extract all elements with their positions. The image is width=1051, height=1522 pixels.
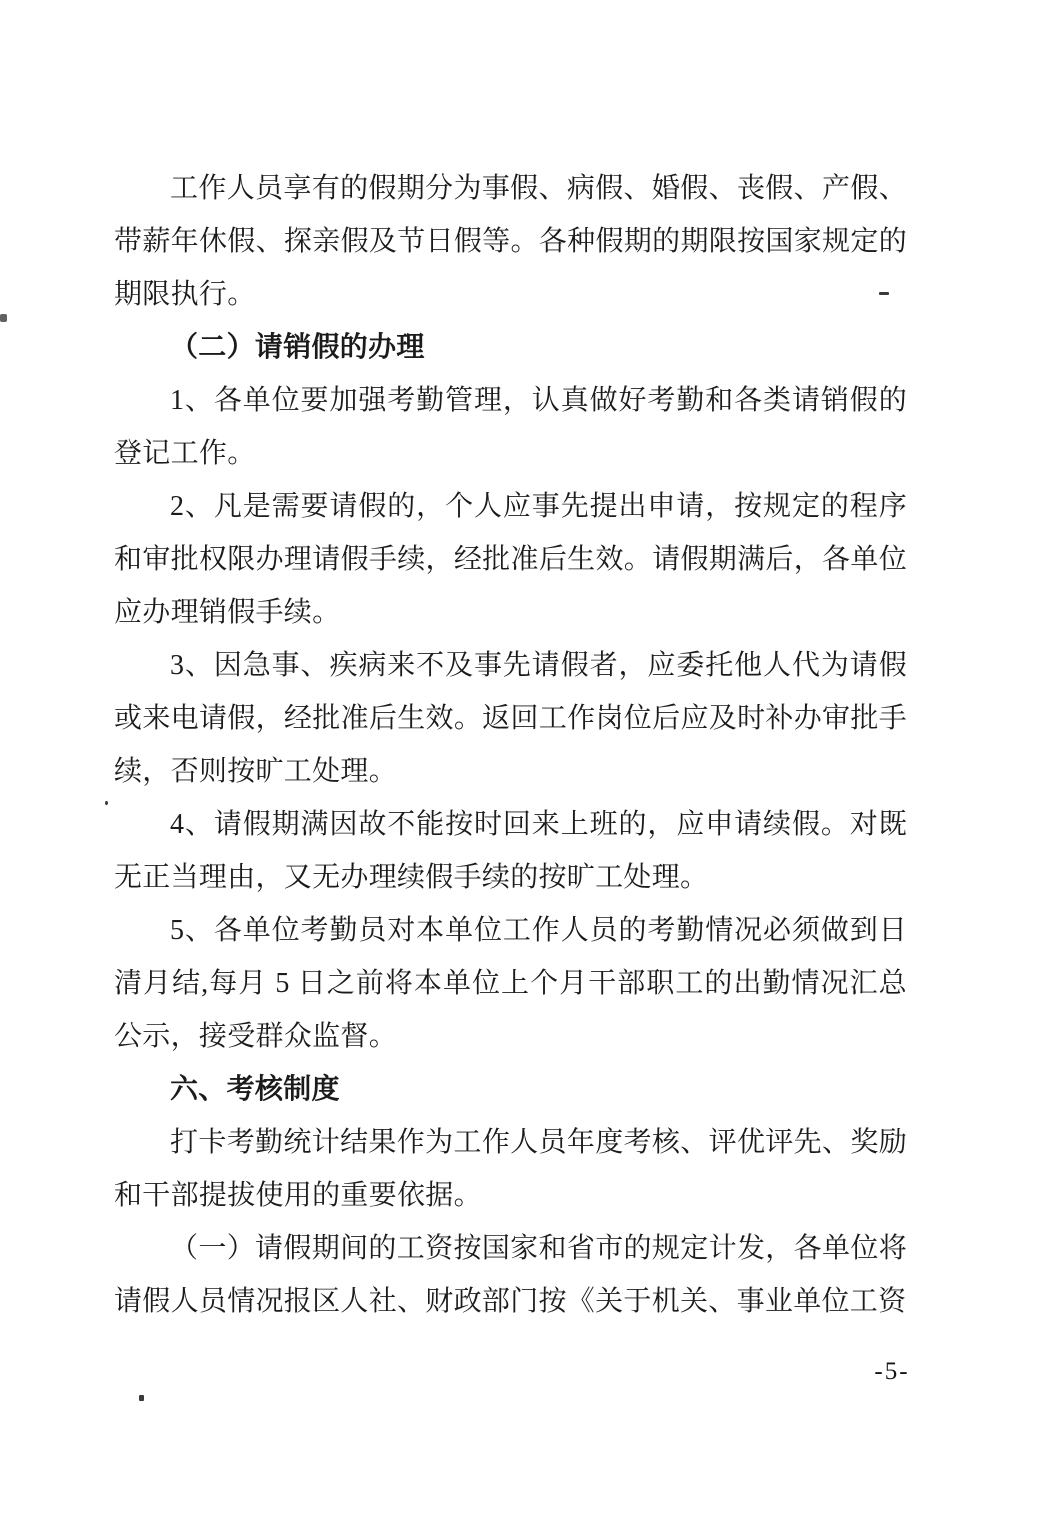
paragraph-assessment-basis: 打卡考勤统计结果作为工作人员年度考核、评优评先、奖励和干部提拔使用的重要依据。 xyxy=(114,1127,907,1211)
scan-artifact-dot xyxy=(105,801,108,805)
paragraph-item-4: 4、请假期满因故不能按时回来上班的，应申请续假。对既无正当理由，又无办理续假手续的按旷工处理。 xyxy=(114,809,907,893)
section-heading-kao-he-zhi-du: 六、考核制度 xyxy=(170,1074,340,1105)
paragraph-item-3: 3、因急事、疾病来不及事先请假者，应委托他人代为请假或来电请假，经批准后生效。返回工作岗位后应及时补办审批手续，否则按旷工处理。 xyxy=(114,650,907,787)
paragraph-leave-types: 工作人员享有的假期分为事假、病假、婚假、丧假、产假、带薪年休假、探亲假及节日假等。各种假期的期限按国家规定的期限执行。 xyxy=(114,173,907,310)
section-heading-qing-xiao-jia: （二）请销假的办理 xyxy=(170,332,425,363)
document-body xyxy=(114,162,907,1328)
paragraph-item-1: 1、各单位要加强考勤管理，认真做好考勤和各类请销假的登记工作。 xyxy=(114,385,907,469)
scan-artifact-edge-mark xyxy=(0,314,7,322)
paragraph-item-5: 5、各单位考勤员对本单位工作人员的考勤情况必须做到日清月结,每月 5 日之前将本单位上个月干部职工的出勤情况汇总公示，接受群众监督。 xyxy=(114,915,907,1052)
paragraph-salary-during-leave: （一）请假期间的工资按国家和省市的规定计发，各单位将请假人员情况报区人社、财政部门按《关于机关、事业单位工资 xyxy=(114,1233,907,1317)
page-number: -5- xyxy=(874,1358,910,1385)
paragraph-item-2: 2、凡是需要请假的，个人应事先提出申请，按规定的程序和审批权限办理请假手续，经批准后生效。请假期满后，各单位应办理销假手续。 xyxy=(114,491,907,628)
scan-artifact-dash xyxy=(879,292,889,295)
scan-artifact-dot xyxy=(139,1395,144,1401)
